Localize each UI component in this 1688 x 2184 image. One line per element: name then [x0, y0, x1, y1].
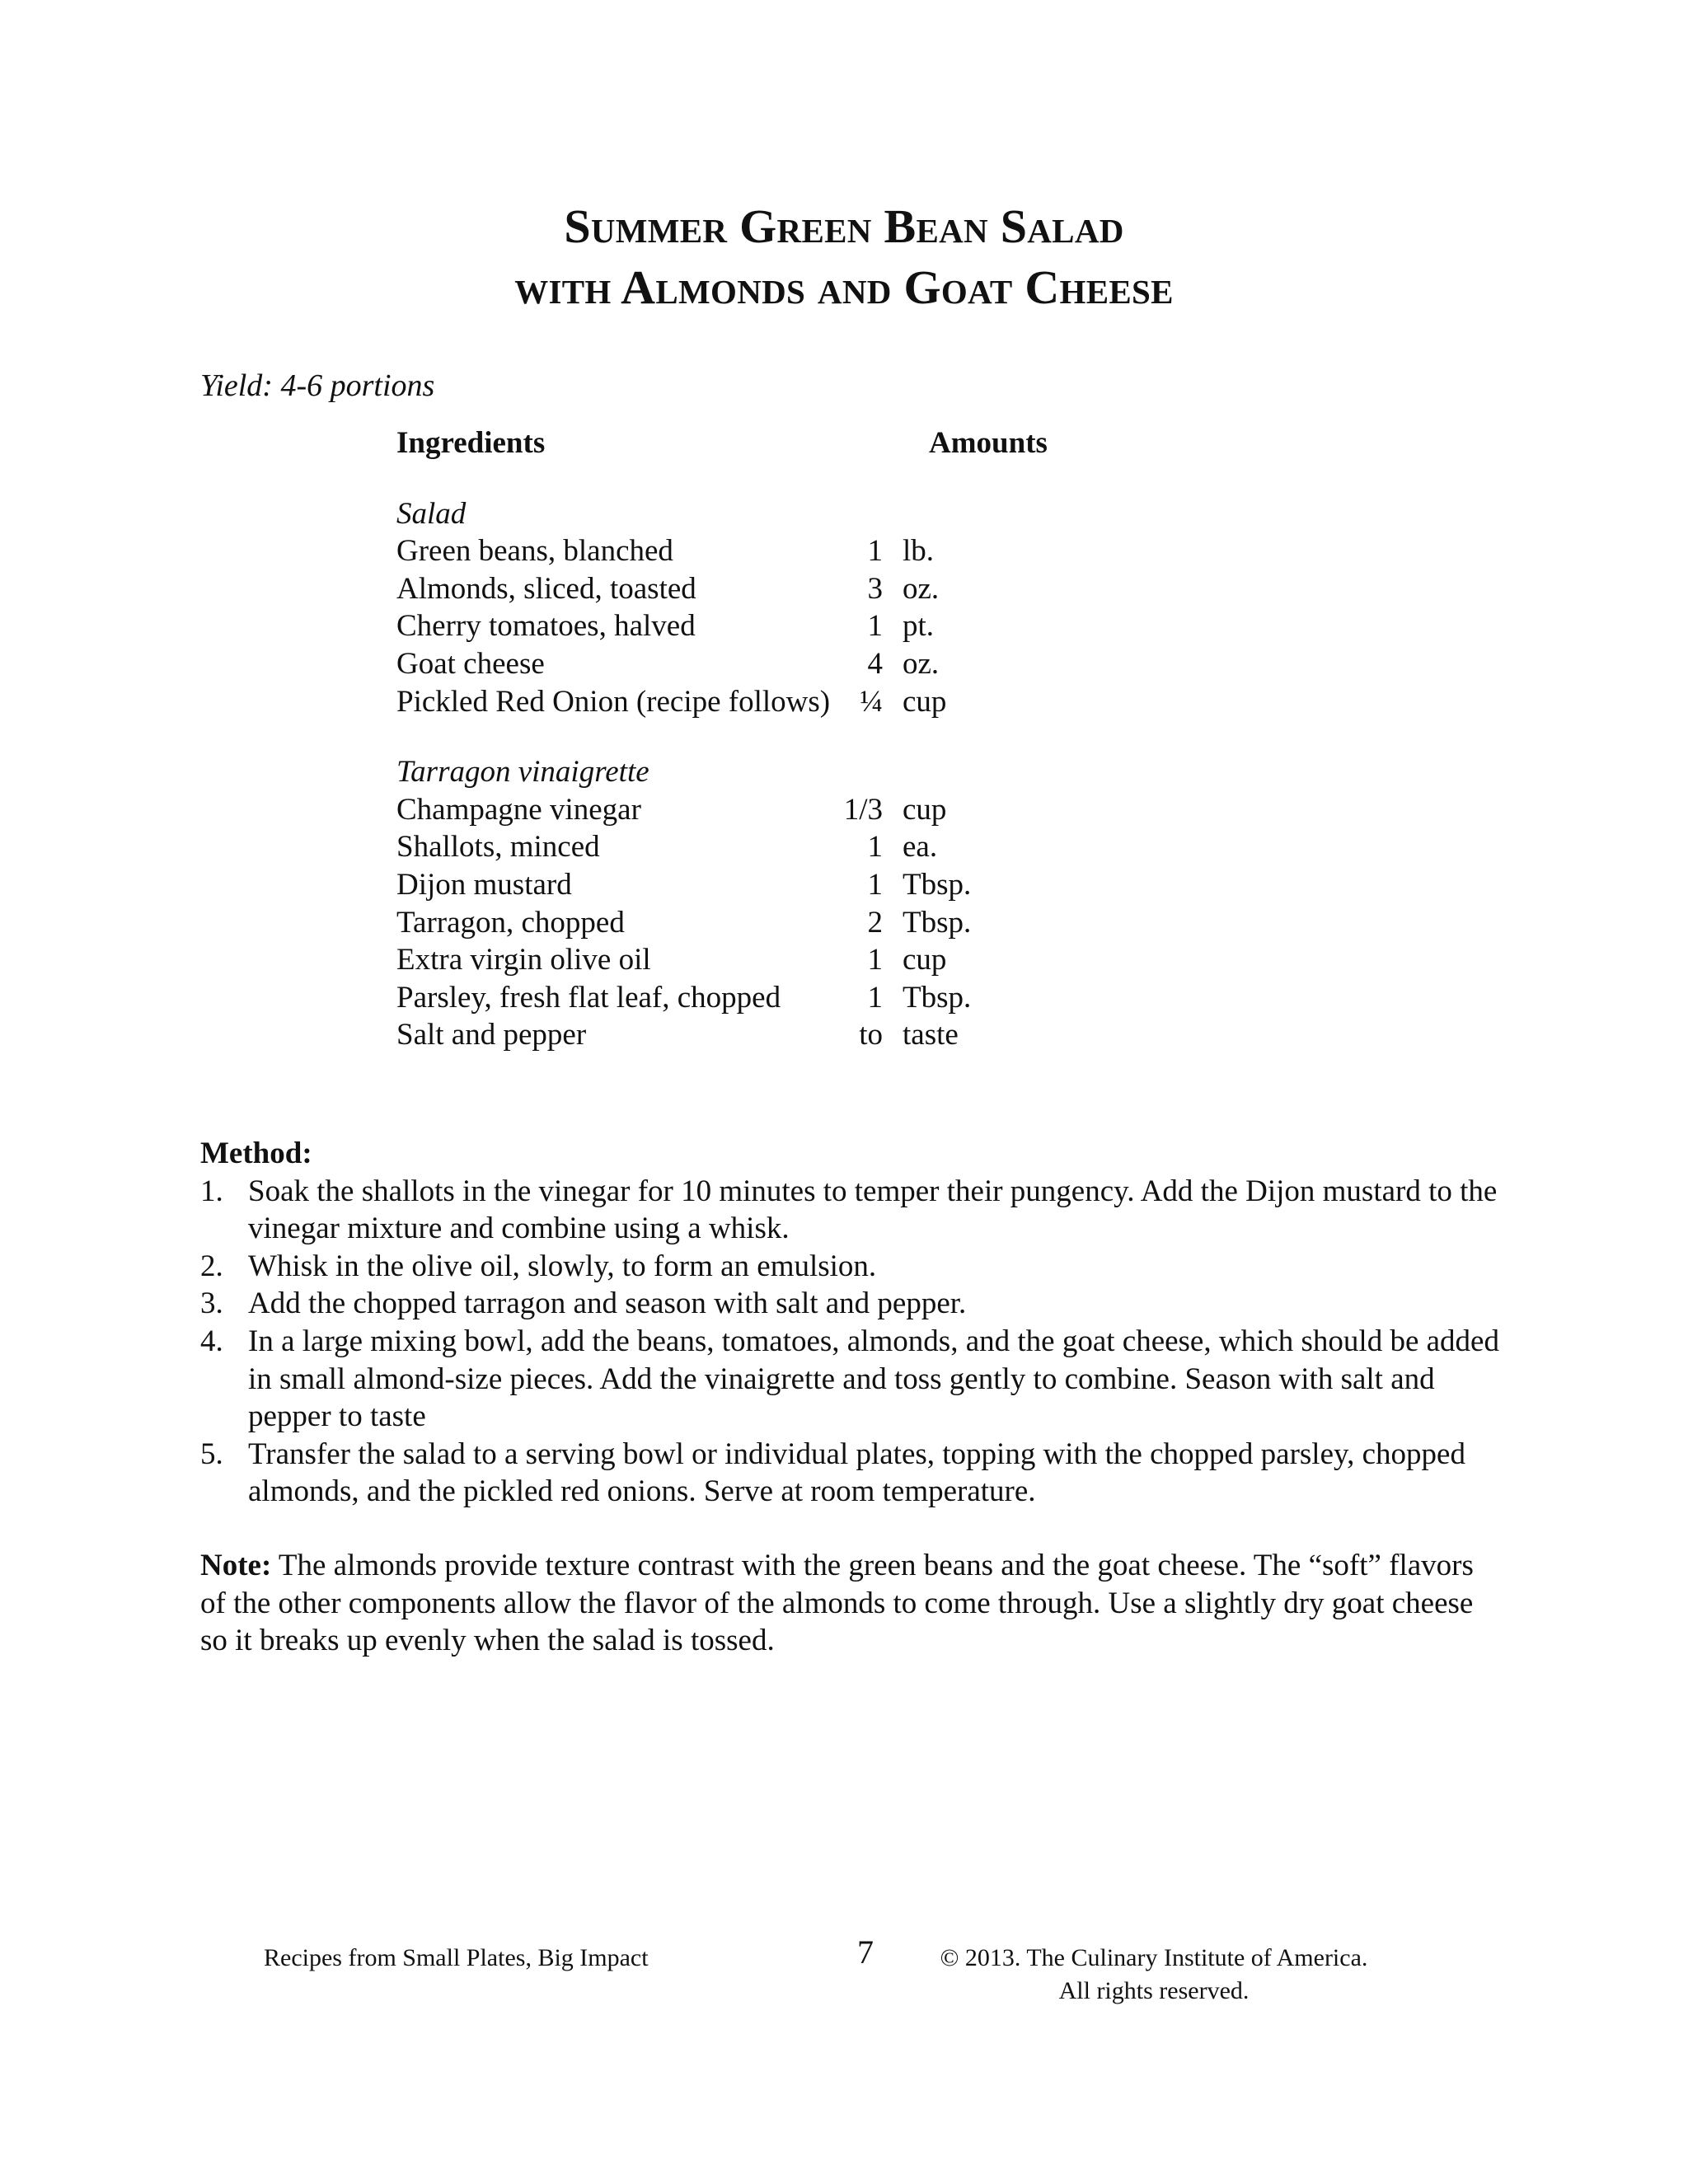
ingredient-unit: lb.	[903, 534, 935, 569]
ingredient-qty: ¼	[860, 684, 883, 719]
step-number: 2.	[200, 1249, 223, 1283]
ingredient-row	[396, 866, 1138, 904]
ingredient-name: Almonds, sliced, toasted	[396, 571, 696, 606]
method-step	[200, 1436, 1503, 1511]
title-line-2: with Almonds and Goat Cheese	[514, 260, 1174, 314]
copyright-line-2: All rights reserved.	[1058, 1977, 1250, 2004]
ingredient-row	[396, 1016, 1138, 1054]
ingredient-unit: oz.	[903, 646, 940, 681]
step-text: In a large mixing bowl, add the beans, tomatoes, almonds, and the goat cheese, which should be added in small almond-size pieces. Add the vinaigrette and toss gently to combine. Season with salt and pepper to taste	[248, 1324, 1499, 1434]
title-line-1: Summer Green Bean Salad	[564, 199, 1124, 253]
ingredient-unit: cup	[903, 792, 947, 827]
yield-text: Yield: 4-6 portions	[200, 368, 435, 403]
step-number: 3.	[200, 1286, 223, 1321]
step-number: 1.	[200, 1174, 223, 1208]
ingredient-unit: taste	[903, 1018, 959, 1052]
note-label: Note:	[200, 1549, 272, 1582]
note-text: The almonds provide texture contrast with the green beans and the goat cheese. The “soft” flavors of the other components allow the flavor of the almonds to come through. Use a slightly dry goat cheese so it breaks up evenly when the salad is tossed.	[200, 1549, 1474, 1658]
ingredient-unit: Tbsp.	[903, 905, 972, 940]
ingredient-name: Goat cheese	[396, 646, 545, 681]
ingredient-qty: 3	[867, 571, 883, 606]
ingredient-name: Shallots, minced	[396, 830, 600, 865]
ingredient-unit: cup	[903, 684, 947, 719]
footer-book-title: Recipes from Small Plates, Big Impact	[264, 1944, 649, 1971]
table-header-row	[396, 424, 1138, 462]
method-step	[200, 1248, 1503, 1286]
step-text: Transfer the salad to a serving bowl or individual plates, topping with the chopped parsley, chopped almonds, and the pickled red onions. Serve at room temperature.	[248, 1436, 1465, 1509]
step-number: 5.	[200, 1436, 223, 1471]
ingredient-row	[396, 941, 1138, 979]
ingredient-name: Tarragon, chopped	[396, 905, 625, 940]
ingredients-table	[396, 424, 1138, 1054]
ingredients-header: Ingredients	[396, 426, 546, 460]
ingredient-name: Parsley, fresh flat leaf, chopped	[396, 980, 781, 1015]
ingredient-name: Pickled Red Onion (recipe follows)	[396, 684, 831, 719]
ingredient-qty: 1	[867, 867, 883, 902]
step-text: Add the chopped tarragon and season with salt and pepper.	[248, 1286, 967, 1321]
method-section	[200, 1135, 1503, 1511]
step-number: 4.	[200, 1324, 223, 1358]
section-title-salad	[396, 495, 1138, 533]
ingredient-unit: cup	[903, 943, 947, 977]
ingredient-row	[396, 904, 1138, 942]
ingredient-unit: Tbsp.	[903, 867, 972, 902]
ingredient-qty: 1	[867, 943, 883, 977]
step-text: Whisk in the olive oil, slowly, to form an emulsion.	[248, 1249, 877, 1283]
ingredient-row	[396, 645, 1138, 683]
ingredient-qty: 1	[867, 534, 883, 569]
ingredient-unit: pt.	[903, 609, 935, 644]
amounts-header: Amounts	[929, 426, 1048, 460]
ingredient-row	[396, 979, 1138, 1017]
ingredient-qty: 4	[867, 646, 883, 681]
ingredient-qty: 1/3	[843, 792, 883, 827]
ingredient-unit: oz.	[903, 571, 940, 606]
ingredient-row	[396, 570, 1138, 608]
note-paragraph	[200, 1547, 1503, 1660]
footer-copyright	[940, 1942, 1368, 2008]
page-title	[0, 196, 1688, 318]
ingredient-name: Green beans, blanched	[396, 534, 673, 569]
ingredient-qty: 2	[867, 905, 883, 940]
ingredient-qty: 1	[867, 980, 883, 1015]
section-title-text: Tarragon vinaigrette	[396, 755, 649, 790]
ingredient-row	[396, 532, 1138, 570]
section-title-text: Salad	[396, 496, 467, 531]
ingredient-name: Champagne vinegar	[396, 792, 641, 827]
ingredient-qty: 1	[867, 609, 883, 644]
spacer	[396, 720, 1138, 753]
ingredient-row	[396, 791, 1138, 829]
ingredient-name: Dijon mustard	[396, 867, 572, 902]
ingredient-unit: ea.	[903, 830, 938, 865]
ingredient-name: Cherry tomatoes, halved	[396, 609, 696, 644]
page-number: 7	[857, 1933, 874, 1971]
method-step	[200, 1323, 1503, 1436]
ingredient-qty: 1	[867, 830, 883, 865]
copyright-line-1: © 2013. The Culinary Institute of America.	[940, 1944, 1368, 1971]
ingredient-row	[396, 828, 1138, 866]
ingredient-name: Salt and pepper	[396, 1018, 587, 1052]
method-step	[200, 1285, 1503, 1323]
section-title-vinaigrette	[396, 753, 1138, 791]
ingredient-row	[396, 683, 1138, 721]
ingredient-name: Extra virgin olive oil	[396, 943, 651, 977]
ingredient-row	[396, 607, 1138, 645]
spacer	[396, 462, 1138, 495]
method-step	[200, 1173, 1503, 1248]
ingredient-qty: to	[859, 1018, 883, 1052]
step-text: Soak the shallots in the vinegar for 10 minutes to temper their pungency. Add the Dijon mustard to the vinegar mixture and combine using a whisk.	[248, 1174, 1498, 1246]
ingredient-unit: Tbsp.	[903, 980, 972, 1015]
method-heading: Method:	[200, 1137, 312, 1170]
